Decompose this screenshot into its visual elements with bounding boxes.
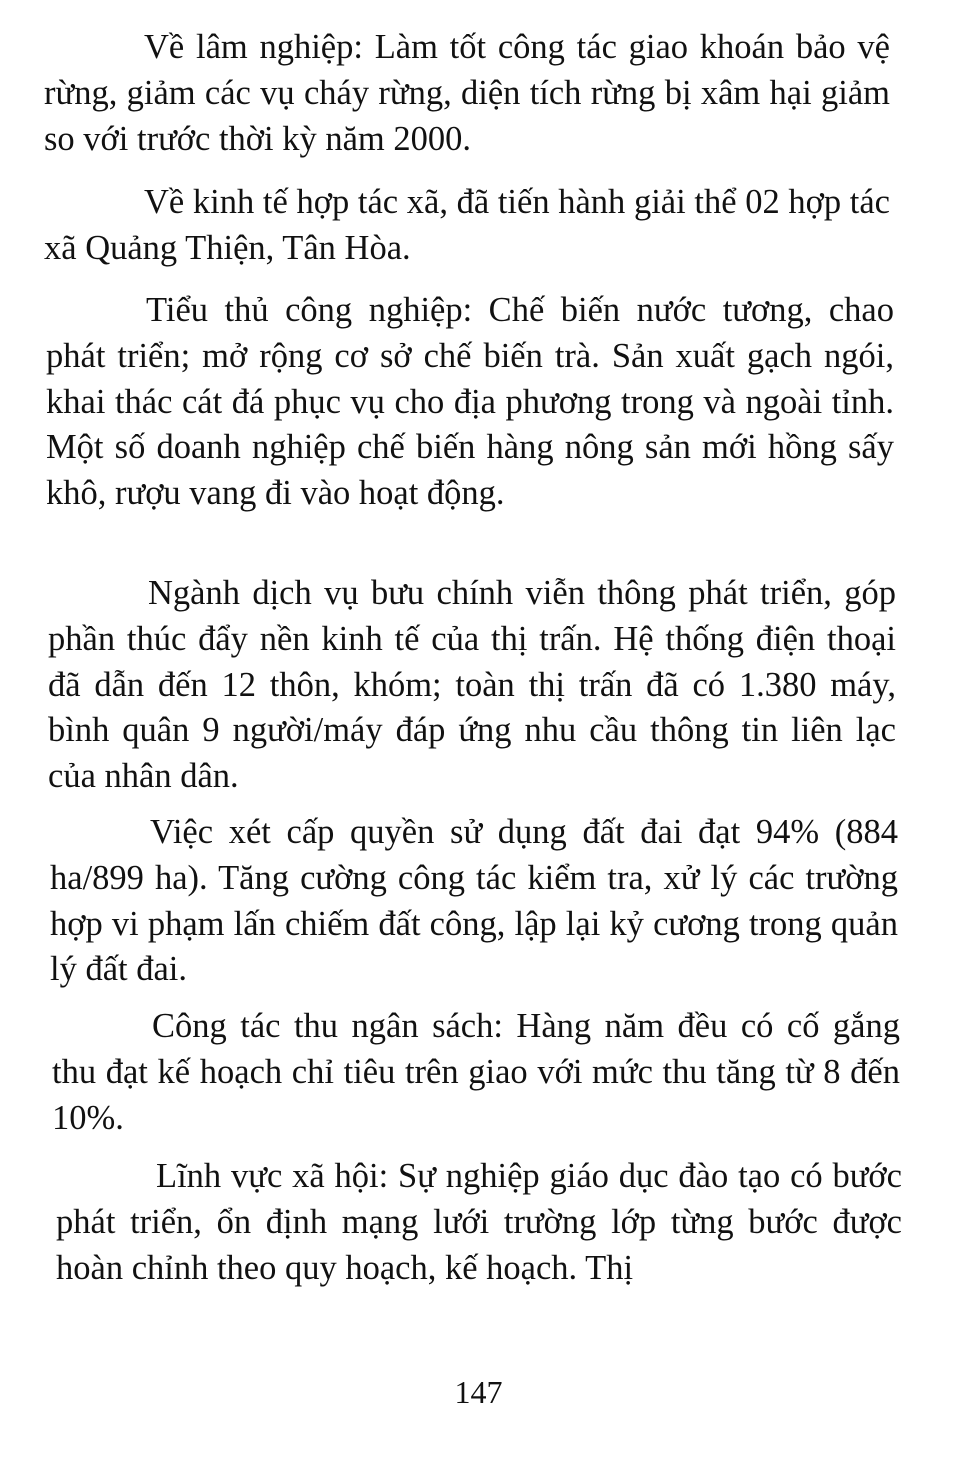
paragraph-telecommunications: Ngành dịch vụ bưu chính viễn thông phát triển, góp phần thúc đẩy nền kinh tế của thị trấn. Hệ thống điện thoại đã dẫn đến 12 thôn, khóm; toàn thị trấn đã có 1.380 máy, bình quân 9 người/máy đáp ứng nhu cầu thông tin liên lạc của nhân dân. <box>48 574 896 796</box>
paragraph-cooperatives: Về kinh tế hợp tác xã, đã tiến hành giải thể 02 hợp tác xã Quảng Thiện, Tân Hòa. <box>44 183 890 267</box>
paragraph-social: Lĩnh vực xã hội: Sự nghiệp giáo dục đào tạo có bước phát triển, ổn định mạng lưới trường lớp từng bước được hoàn chỉnh theo quy hoạch, kế hoạch. Thị <box>56 1157 902 1287</box>
paragraph-handicrafts: Tiểu thủ công nghiệp: Chế biến nước tương, chao phát triển; mở rộng cơ sở chế biến trà. Sản xuất gạch ngói, khai thác cát đá phục vụ cho địa phương trong và ngoài tỉnh. Một số doanh nghiệp chế biến hàng nông sản mới hồng sấy khô, rượu vang đi vào hoạt động. <box>46 291 894 513</box>
page-number: 147 <box>454 1374 503 1410</box>
paragraph-forestry: Về lâm nghiệp: Làm tốt công tác giao khoán bảo vệ rừng, giảm các vụ cháy rừng, diện tích rừng bị xâm hại giảm so với trước thời kỳ năm 2000. <box>44 28 890 158</box>
paragraph-land-use: Việc xét cấp quyền sử dụng đất đai đạt 94% (884 ha/899 ha). Tăng cường công tác kiểm tra, xử lý các trường hợp vi phạm lấn chiếm đất công, lập lại kỷ cương trong quản lý đất đai. <box>50 813 898 989</box>
paragraph-budget: Công tác thu ngân sách: Hàng năm đều có cố gắng thu đạt kế hoạch chỉ tiêu trên giao với mức thu tăng từ 8 đến 10%. <box>52 1007 900 1137</box>
